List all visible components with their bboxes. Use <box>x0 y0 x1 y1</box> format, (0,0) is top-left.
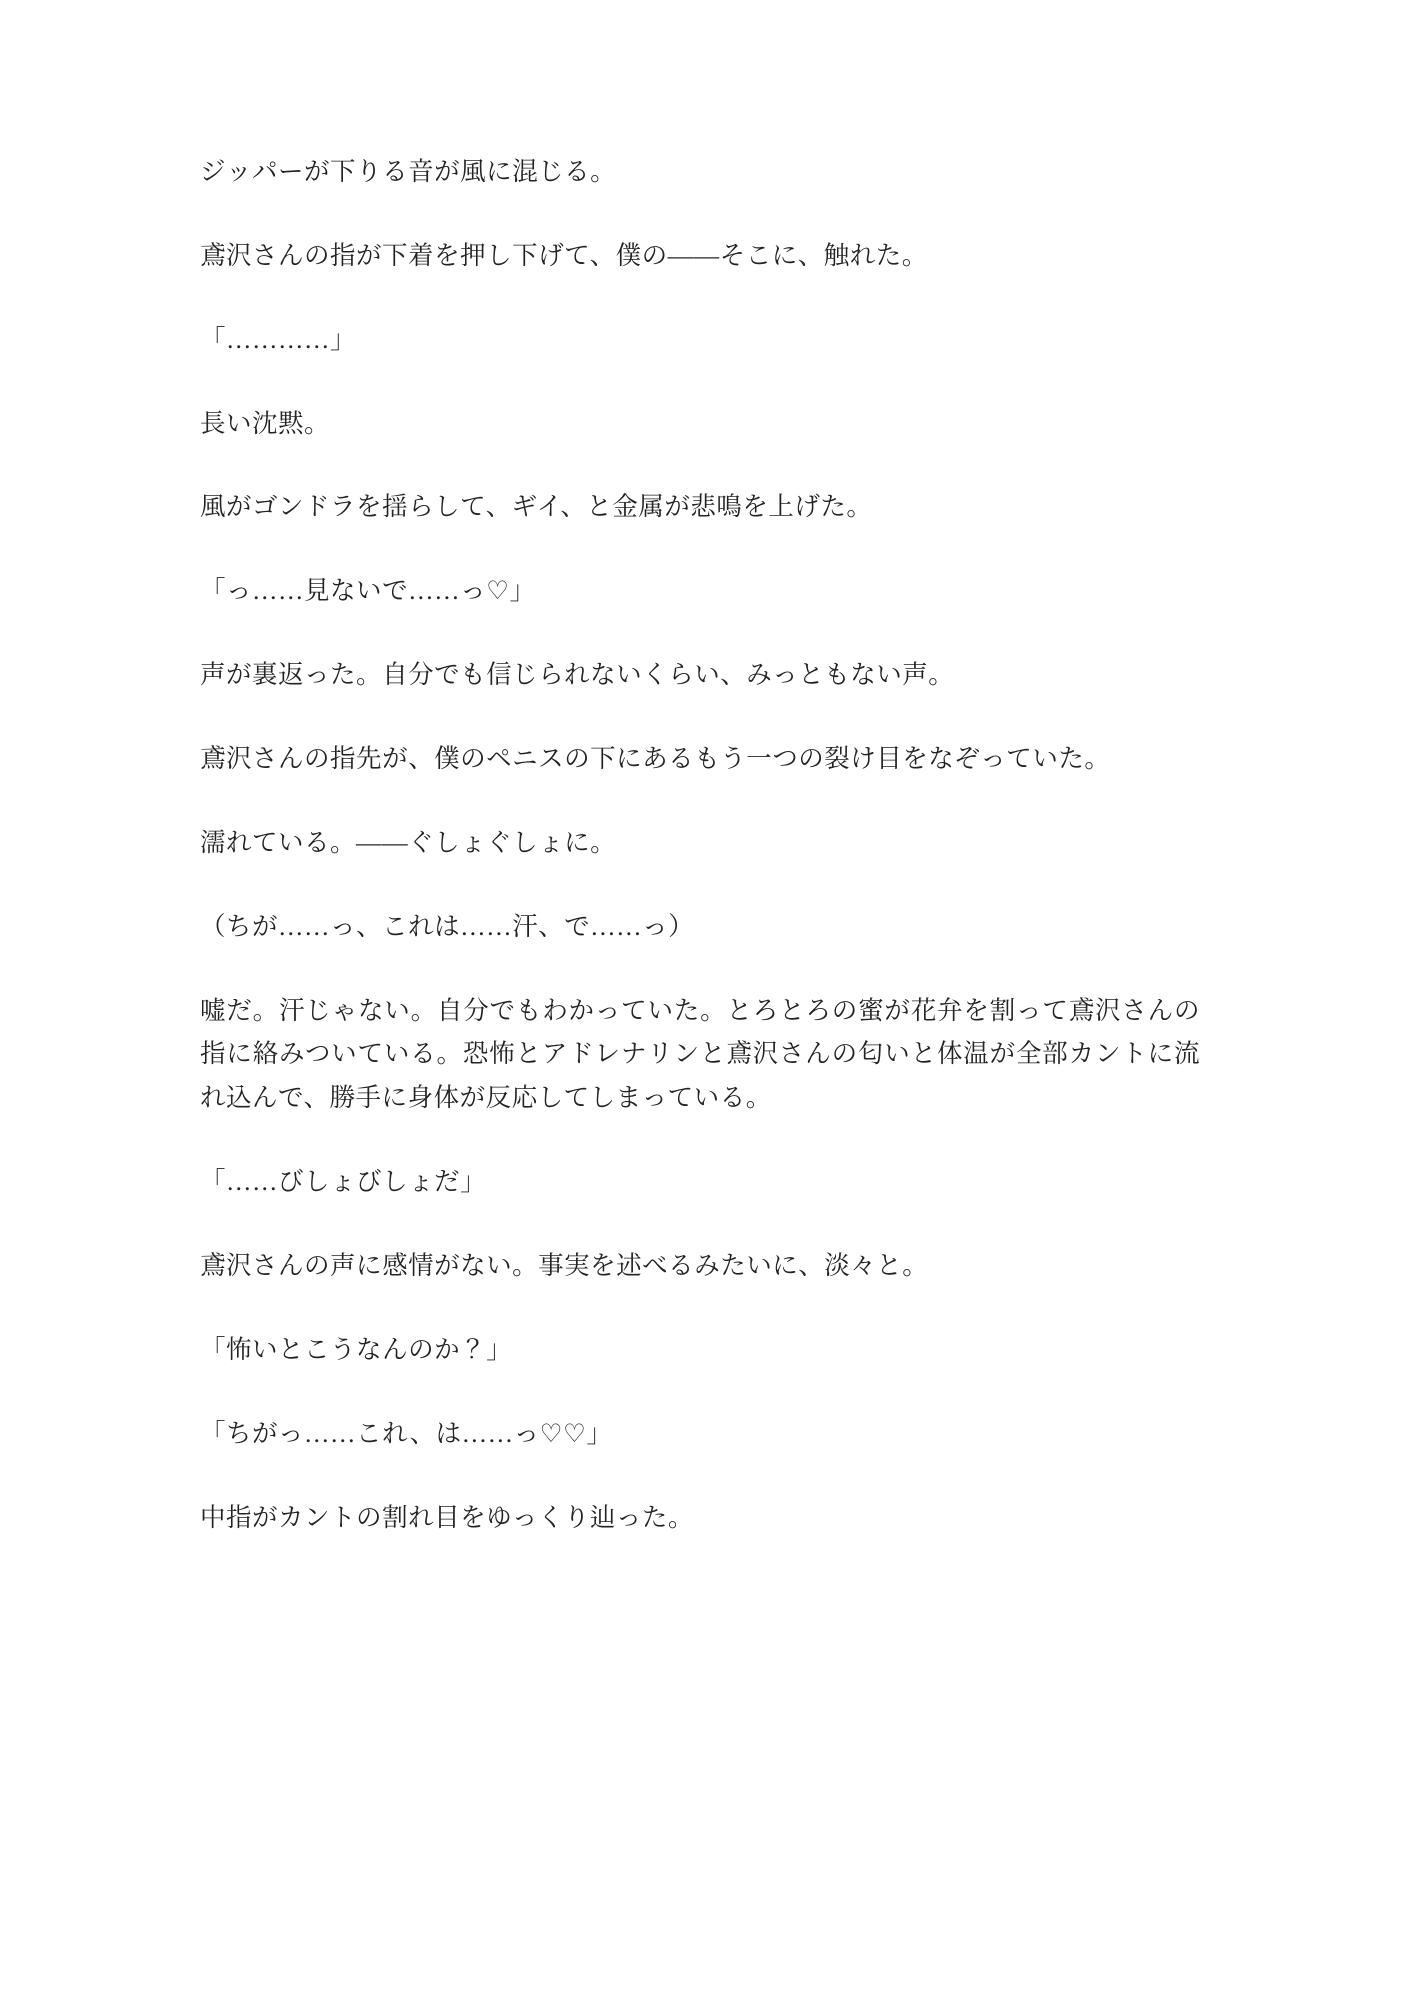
paragraph: 声が裏返った。自分でも信じられないくらい、みっともない声。 <box>200 660 955 690</box>
paragraph: 濡れている。——ぐしょぐしょに。 <box>200 827 617 857</box>
paragraph: 嘘だ。汗じゃない。自分でもわかっていた。とろとろの蜜が花弁を割って鳶沢さんの指に絡みついている。恐怖とアドレナリンと鳶沢さんの匂いと体温が全部カントに流れ込んで、勝手に身体が反応してしまっている。 <box>200 995 1200 1113</box>
paragraph: 「…………」 <box>200 324 357 354</box>
document-body <box>200 150 1200 1539</box>
paragraph: 中指がカントの割れ目をゆっくり辿った。 <box>200 1502 694 1532</box>
paragraph: 風がゴンドラを揺らして、ギイ、と金属が悲鳴を上げた。 <box>200 492 873 522</box>
paragraph: （ちが……っ、これは……汗、で……っ） <box>200 911 695 941</box>
paragraph: 「っ……見ないで……っ♡」 <box>200 576 536 606</box>
paragraph: ジッパーが下りる音が風に混じる。 <box>200 157 617 186</box>
paragraph: 「ちがっ……これ、は……っ♡♡」 <box>200 1418 613 1448</box>
paragraph: 「……びしょびしょだ」 <box>200 1167 487 1197</box>
paragraph: 鳶沢さんの指が下着を押し下げて、僕の——そこに、触れた。 <box>200 240 928 270</box>
paragraph: 長い沈黙。 <box>200 408 331 438</box>
paragraph: 鳶沢さんの声に感情がない。事実を述べるみたいに、淡々と。 <box>200 1251 929 1281</box>
paragraph: 鳶沢さんの指先が、僕のペニスの下にあるもう一つの裂け目をなぞっていた。 <box>200 744 1111 774</box>
paragraph: 「怖いとこうなんのか？」 <box>200 1334 513 1364</box>
